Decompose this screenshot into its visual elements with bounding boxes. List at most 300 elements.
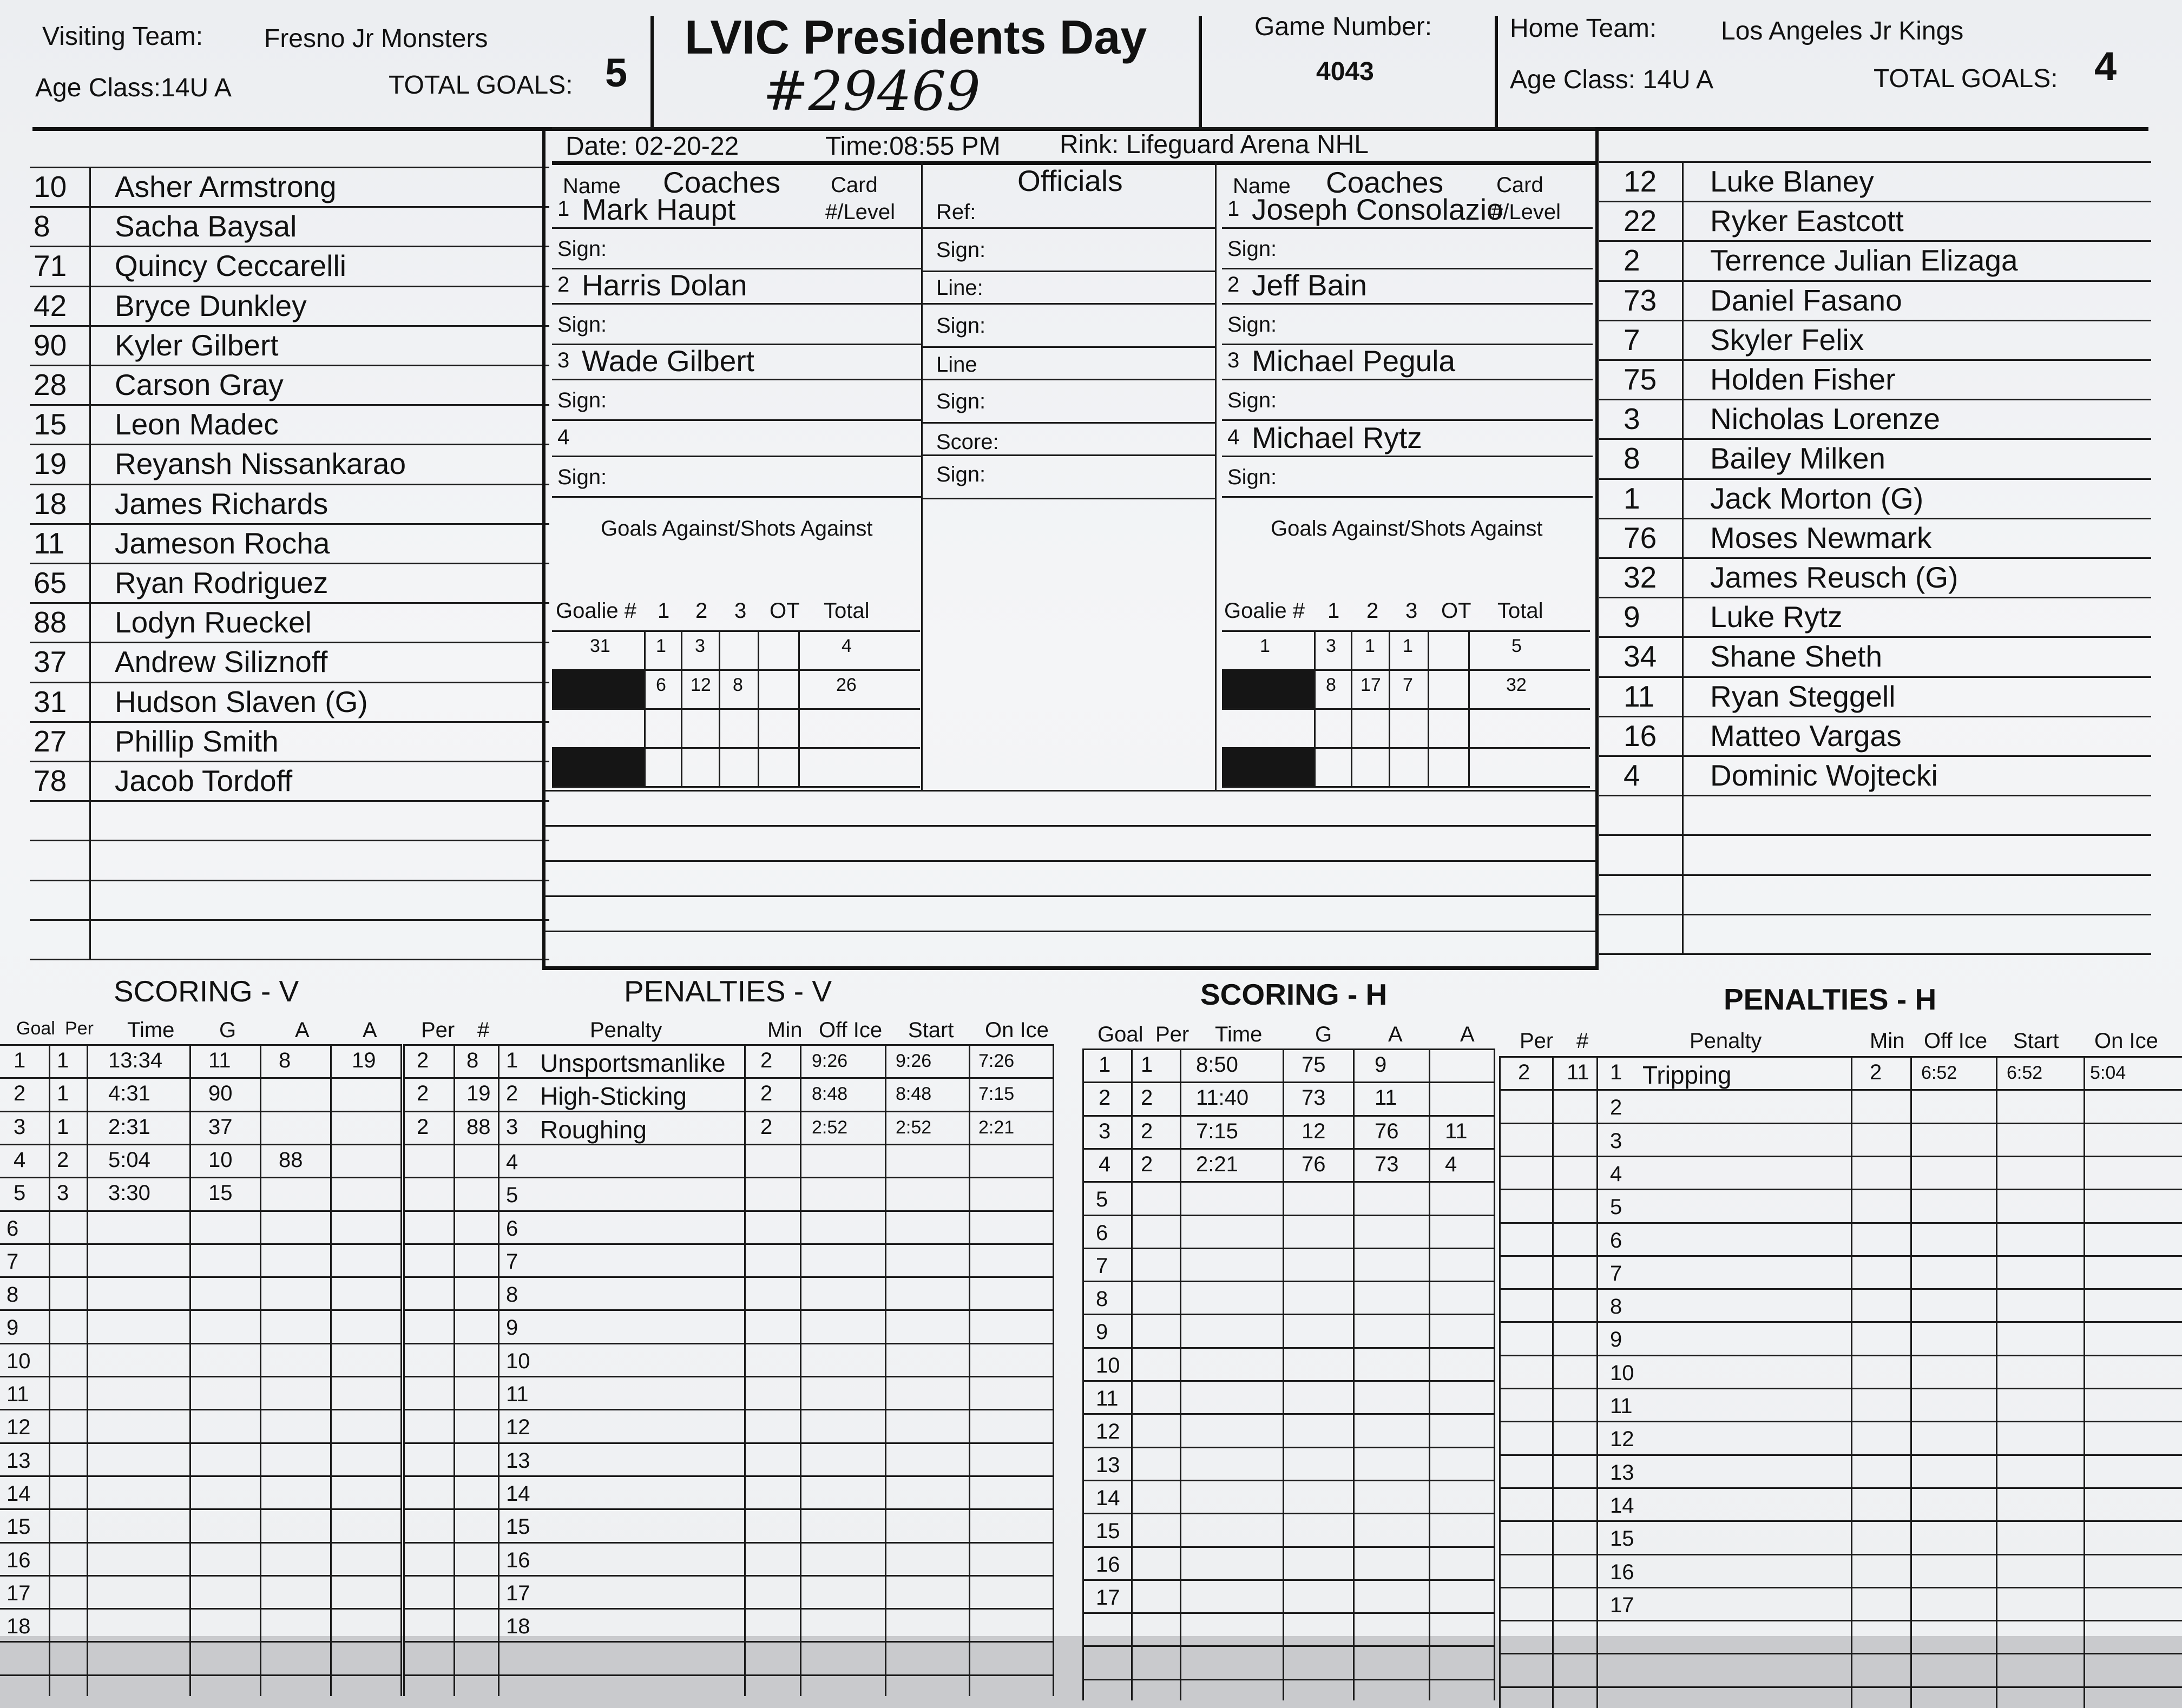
penalty-name: Unsportsmanlike: [540, 1049, 726, 1077]
table-row-line: [0, 1243, 400, 1245]
roster-row-line: [30, 444, 549, 445]
player-name: Shane Sheth: [1710, 639, 1883, 674]
assist-2: 11: [1445, 1119, 1468, 1143]
row-number: 13: [1610, 1460, 1634, 1485]
table-row-line: [403, 1542, 1053, 1544]
table-row-line: [403, 1575, 1053, 1577]
table-row-line: [1499, 1587, 2182, 1588]
home-team-name: Los Angeles Jr Kings: [1721, 17, 1964, 45]
penalty-period: 2: [417, 1048, 429, 1072]
penalty-minutes: 2: [760, 1048, 773, 1072]
penalty-col-header: #: [477, 1018, 490, 1042]
table-col-line: [1353, 1048, 1355, 1700]
penalty-col-header: Off Ice: [819, 1018, 883, 1042]
game-time: Time:08:55 PM: [825, 132, 1001, 161]
table-row-line: [1499, 1487, 2182, 1489]
penalty-on-ice: 7:26: [978, 1051, 1015, 1071]
table-col-line: [1596, 1056, 1598, 1708]
blacked-cell: [552, 669, 644, 708]
official-sign-label: Sign:: [936, 238, 986, 262]
table-col-line: [1499, 1056, 1501, 1708]
table-row-line: [1082, 1513, 1494, 1514]
table-row-line: [0, 1376, 400, 1377]
penalties-v-title: PENALTIES - V: [624, 974, 832, 1008]
table-row-line: [1499, 1288, 2182, 1290]
table-col-line: [800, 1044, 801, 1696]
player-name: Andrew Siliznoff: [115, 645, 328, 679]
roster-row-line: [30, 919, 549, 921]
row-number: 13: [506, 1448, 530, 1473]
scoring-col-header: Goal: [1097, 1023, 1143, 1046]
player-number: 8: [1624, 441, 1640, 476]
visiting-total-goals-label: TOTAL GOALS:: [389, 71, 573, 100]
table-row-line: [1499, 1554, 2182, 1555]
goalie-col-line: [681, 630, 682, 786]
coach-sign-label: Sign:: [1227, 388, 1277, 412]
goalie-col-line: [1468, 630, 1470, 786]
assist-1: 11: [1375, 1086, 1397, 1110]
officials-heading: Officials: [1017, 164, 1123, 197]
coach-name-label: Name: [563, 174, 621, 198]
table-col-line: [1429, 1048, 1430, 1700]
table-row-line: [1499, 1255, 2182, 1257]
period: 1: [1141, 1053, 1153, 1077]
row-number: 9: [6, 1316, 19, 1340]
table-row-line: [1082, 1115, 1494, 1117]
penalty-start: 9:26: [896, 1051, 932, 1071]
scoring-h-title: SCORING - H: [1200, 978, 1388, 1011]
player-number: 7: [1624, 322, 1640, 357]
row-number: 7: [1096, 1254, 1108, 1278]
table-row-line: [1499, 1388, 2182, 1389]
goalie-col-header: OT: [1441, 599, 1471, 623]
goal-number: 5: [14, 1181, 26, 1205]
penalty-col-header: Penalty: [1690, 1029, 1762, 1053]
row-number: 18: [6, 1614, 31, 1639]
penalty-name: Roughing: [540, 1115, 647, 1144]
table-col-line: [1131, 1048, 1133, 1700]
penalty-col-header: #: [1576, 1029, 1589, 1053]
goal-time: 2:21: [1196, 1152, 1238, 1176]
table-row-line: [1499, 1421, 2182, 1422]
table-col-line: [1180, 1048, 1181, 1700]
center-col-divider: [921, 162, 923, 790]
table-col-line: [87, 1044, 88, 1696]
penalty-col-header: Min: [767, 1018, 803, 1042]
table-row-line: [403, 1674, 1053, 1676]
player-number: 27: [34, 724, 67, 758]
player-name: Luke Rytz: [1710, 600, 1843, 634]
goal-scorer: 10: [208, 1148, 233, 1172]
player-name: Skyler Felix: [1710, 322, 1864, 357]
player-number: 2: [1624, 243, 1640, 278]
roster-row-line: [30, 206, 549, 208]
goalie-col-header: Goalie #: [556, 599, 636, 623]
goalie-col-header: Total: [1497, 599, 1543, 623]
penalty-col-header: On Ice: [985, 1018, 1049, 1042]
scoring-v-title: SCORING - V: [114, 974, 299, 1008]
table-row-line: [403, 1343, 1053, 1344]
row-number: 17: [506, 1581, 530, 1605]
goal-scorer: 90: [208, 1081, 233, 1106]
row-number: 17: [1096, 1585, 1120, 1610]
player-name: Phillip Smith: [115, 724, 279, 758]
row-number: 4: [1610, 1162, 1622, 1186]
player-number: 9: [1624, 600, 1640, 634]
roster-row-line: [30, 800, 549, 802]
row-number: 6: [506, 1216, 518, 1241]
shots-p1: 6: [656, 675, 666, 695]
shots-p2: 17: [1361, 675, 1381, 695]
coach-line: [552, 379, 923, 380]
roster-row-line: [1599, 478, 2151, 480]
period: 1: [57, 1115, 69, 1139]
player-number: 11: [1624, 679, 1655, 713]
official-line: [923, 379, 1215, 380]
row-number: 7: [1610, 1261, 1622, 1285]
table-col-line: [885, 1044, 886, 1696]
visiting-total-goals: 5: [605, 50, 628, 95]
row-number: 10: [1610, 1361, 1634, 1385]
player-name: Ryan Rodriguez: [115, 566, 328, 599]
roster-row-line: [30, 404, 549, 406]
level-label: #/Level: [1491, 200, 1561, 224]
center-frame-left: [542, 127, 546, 968]
table-row-line: [403, 1508, 1053, 1510]
table-row-line: [403, 1641, 1053, 1643]
player-number: 37: [34, 645, 67, 679]
coach-sign-line: [1222, 496, 1593, 498]
player-name: James Reusch (G): [1710, 560, 1958, 594]
goal-time: 5:04: [108, 1148, 150, 1172]
table-row-line: [403, 1210, 1053, 1212]
player-number: 75: [1624, 362, 1657, 396]
coach-name: Joseph Consolazio: [1252, 193, 1503, 226]
table-row-line: [403, 1177, 1053, 1178]
goal-number: 4: [1099, 1152, 1111, 1176]
home-team-label: Home Team:: [1510, 14, 1657, 43]
center-blank-line: [544, 931, 1596, 932]
roster-row-line: [30, 523, 549, 525]
penalty-on-ice: 7:15: [978, 1084, 1015, 1105]
player-name: Quincy Ceccarelli: [115, 249, 346, 283]
player-number: 11: [34, 526, 65, 560]
coach-sign-line: [552, 496, 923, 498]
player-number: 10: [34, 170, 67, 203]
official-line: [923, 271, 1215, 272]
table-row-line: [0, 1475, 400, 1477]
penalty-start: 2:52: [896, 1117, 932, 1138]
coach-sign-label: Sign:: [557, 388, 607, 412]
player-name: Jacob Tordoff: [115, 764, 293, 797]
goal-number: 3: [1099, 1119, 1111, 1143]
player-name: Jack Morton (G): [1710, 481, 1924, 515]
roster-row-line: [1599, 874, 2151, 876]
row-number: 7: [506, 1249, 518, 1274]
row-number: 6: [1096, 1221, 1108, 1245]
table-row-line: [403, 1144, 1053, 1145]
table-row-line: [0, 1542, 400, 1544]
official-sign-label: Sign:: [936, 463, 986, 486]
player-number: 3: [1624, 402, 1640, 436]
table-row-line: [403, 1243, 1053, 1245]
table-row-line: [1082, 1579, 1494, 1581]
goal-time: 11:40: [1196, 1086, 1249, 1110]
player-number: 15: [34, 407, 67, 441]
player-name: Carson Gray: [115, 368, 284, 401]
roster-row-line: [1599, 597, 2151, 598]
player-name: Bryce Dunkley: [115, 288, 307, 322]
official-role-label: Line: [936, 353, 977, 377]
player-number: 4: [1624, 759, 1640, 792]
rink-name: Rink: Lifeguard Arena NHL: [1060, 130, 1369, 159]
player-name: Leon Madec: [115, 407, 279, 441]
row-number: 14: [506, 1481, 530, 1506]
coach-line: [1222, 227, 1593, 229]
roster-row-line: [30, 286, 549, 287]
table-row-line: [1082, 1380, 1494, 1382]
table-row-line: [1082, 1546, 1494, 1548]
scoring-col-header: G: [1315, 1023, 1332, 1046]
coach-sign-label: Sign:: [557, 313, 607, 337]
player-name: Terrence Julian Elizaga: [1710, 243, 2018, 278]
center-top-line: [552, 127, 1595, 129]
row-number: 10: [6, 1349, 31, 1373]
blacked-cell: [1222, 669, 1314, 708]
row-number: 16: [506, 1548, 530, 1572]
player-number: 22: [1624, 204, 1657, 238]
table-row-line: [1082, 1612, 1494, 1614]
row-number: 18: [506, 1614, 530, 1639]
roster-row-line: [30, 602, 549, 604]
goalie-col-line: [1389, 630, 1390, 786]
player-name: Moses Newmark: [1710, 520, 1932, 555]
coach-index: 2: [1227, 273, 1240, 296]
penalty-off-ice: 2:52: [812, 1117, 848, 1138]
table-row-line: [0, 1343, 400, 1344]
page-title: LVIC Presidents Day: [685, 10, 1147, 64]
player-number: 71: [34, 249, 67, 283]
assist-1: 8: [279, 1048, 291, 1072]
table-row-line: [1499, 1222, 2182, 1224]
handwritten-game-id: #29469: [763, 60, 981, 123]
assist-1: 76: [1375, 1119, 1399, 1143]
penalty-col-header: Min: [1870, 1029, 1905, 1053]
coach-index: 1: [557, 197, 570, 221]
player-name: Daniel Fasano: [1710, 283, 1902, 317]
official-line: [923, 454, 1215, 456]
table-row-line: [1082, 1480, 1494, 1481]
game-number: 4043: [1316, 57, 1374, 86]
roster-row-line: [30, 880, 549, 881]
penalty-player: 88: [466, 1115, 491, 1139]
table-row-line: [1082, 1347, 1494, 1349]
home-total-goals: 4: [2094, 44, 2117, 89]
goalie-row-line: [1222, 630, 1590, 632]
player-name: Dominic Wojtecki: [1710, 759, 1938, 792]
period: 2: [1141, 1152, 1153, 1176]
goal-number: 3: [14, 1115, 26, 1139]
goals-p1: 3: [1326, 636, 1336, 656]
goalie-row-line: [552, 708, 920, 710]
row-number: 8: [506, 1283, 518, 1307]
coach-line: [1222, 456, 1593, 457]
table-row-line: [1499, 1189, 2182, 1190]
table-col-line: [1494, 1048, 1495, 1700]
assist-1: 88: [279, 1148, 303, 1172]
goalie-col-header: Goalie #: [1224, 599, 1305, 623]
table-col-line: [744, 1044, 746, 1696]
roster-row-line: [30, 959, 549, 960]
roster-row-line: [1599, 834, 2151, 836]
player-number: 8: [34, 209, 50, 243]
penalty-start: 8:48: [896, 1084, 932, 1105]
row-number: 11: [506, 1382, 529, 1406]
table-row-line: [1499, 1454, 2182, 1456]
row-number: 3: [1610, 1129, 1622, 1153]
official-role-label: Ref:: [936, 200, 976, 224]
roster-top-line: [30, 167, 549, 168]
period: 1: [57, 1081, 69, 1106]
row-number: 11: [1096, 1387, 1119, 1410]
goalie-col-header: Total: [824, 599, 870, 623]
goal-time: 7:15: [1196, 1119, 1238, 1143]
row-number: 10: [1096, 1353, 1120, 1377]
goal-scorer: 15: [208, 1181, 233, 1205]
goalie-col-header: OT: [770, 599, 800, 623]
table-row-line: [1082, 1413, 1494, 1415]
table-col-line: [2084, 1056, 2085, 1708]
row-number: 9: [1610, 1328, 1622, 1352]
coach-sign-label: Sign:: [1227, 313, 1277, 337]
shots-p3: 7: [1403, 675, 1413, 695]
coach-name: Harris Dolan: [582, 268, 747, 302]
table-row-line: [403, 1409, 1053, 1410]
table-col-line: [403, 1044, 405, 1696]
row-number: 10: [506, 1349, 530, 1373]
row-number: 15: [1610, 1527, 1634, 1551]
official-sign-label: Sign:: [936, 390, 986, 413]
roster-row-line: [1599, 716, 2151, 717]
home-age-class: Age Class: 14U A: [1510, 65, 1714, 94]
goalie-col-line: [1428, 630, 1429, 786]
coach-sign-label: Sign:: [557, 465, 607, 489]
roster-row-line: [1599, 518, 2151, 519]
player-name: Ryan Steggell: [1710, 679, 1896, 713]
official-role-label: Score:: [936, 430, 999, 454]
official-line: [923, 303, 1215, 305]
table-row-line: [1082, 1281, 1494, 1282]
table-row-line: [1082, 1314, 1494, 1315]
goalie-col-line: [644, 630, 646, 786]
table-row-line: [403, 1376, 1053, 1377]
player-name: Asher Armstrong: [115, 170, 337, 203]
player-name: Jameson Rocha: [115, 526, 330, 560]
official-line: [923, 498, 1215, 499]
row-number: 16: [1610, 1560, 1634, 1584]
player-name: Sacha Baysal: [115, 209, 297, 243]
penalty-index: 1: [506, 1048, 518, 1072]
period: 1: [57, 1048, 69, 1072]
player-name: Holden Fisher: [1710, 362, 1896, 396]
table-row-line: [1082, 1679, 1494, 1680]
roster-row-line: [30, 840, 549, 841]
goalie-col-line: [1351, 630, 1352, 786]
scoring-col-header: A: [1460, 1023, 1475, 1046]
table-row-line: [1082, 1181, 1494, 1183]
table-row-line: [0, 1608, 400, 1610]
row-number: 14: [1096, 1486, 1120, 1510]
penalty-col-header: Start: [908, 1018, 954, 1042]
coach-sign-line: [552, 419, 923, 421]
goal-number: 2: [14, 1081, 26, 1106]
assist-1: 73: [1375, 1152, 1399, 1176]
penalty-name: Tripping: [1642, 1061, 1732, 1089]
table-col-line: [260, 1044, 261, 1696]
coach-name: Jeff Bain: [1252, 268, 1368, 302]
visiting-team-name: Fresno Jr Monsters: [264, 24, 488, 53]
penalty-index: 3: [506, 1115, 518, 1139]
table-row-line: [1082, 1148, 1494, 1150]
table-row-line: [1499, 1056, 2182, 1058]
penalty-col-header: On Ice: [2094, 1029, 2158, 1053]
player-number: 12: [1624, 164, 1657, 198]
player-name: Nicholas Lorenze: [1710, 402, 1940, 436]
row-number: 15: [506, 1515, 530, 1539]
table-row-line: [1499, 1520, 2182, 1522]
coach-name: Mark Haupt: [582, 193, 736, 226]
coaches-heading: Coaches: [663, 166, 781, 199]
table-col-line: [1996, 1056, 1997, 1708]
goal-time: 3:30: [108, 1181, 150, 1205]
card-label: Card: [1496, 173, 1543, 197]
table-row-line: [0, 1044, 400, 1046]
player-number: 1: [1624, 481, 1640, 515]
row-number: 16: [6, 1548, 31, 1572]
row-number: 5: [1096, 1188, 1108, 1212]
shots-total: 32: [1506, 675, 1527, 695]
row-number: 5: [506, 1183, 518, 1208]
roster-row-line: [1599, 240, 2151, 242]
player-name: Luke Blaney: [1710, 164, 1874, 198]
official-role-label: Line:: [936, 276, 983, 300]
goalie-col-header: 3: [1405, 599, 1418, 623]
table-col-line: [330, 1044, 332, 1696]
table-row-line: [1499, 1156, 2182, 1157]
row-number: 12: [506, 1415, 530, 1440]
roster-row-line: [30, 365, 549, 366]
penalty-off-ice: 8:48: [812, 1084, 848, 1105]
coach-index: 4: [557, 425, 570, 449]
roster-row-line: [1599, 320, 2151, 321]
table-row-line: [1499, 1653, 2182, 1654]
shots-p3: 8: [733, 675, 743, 695]
player-name: Hudson Slaven (G): [115, 684, 368, 718]
coach-line: [552, 456, 923, 457]
blacked-cell: [552, 747, 644, 786]
roster-row-line: [30, 563, 549, 564]
roster-row-line: [30, 325, 549, 327]
table-row-line: [0, 1442, 400, 1444]
coach-sign-label: Sign:: [1227, 237, 1277, 261]
player-name: Ryker Eastcott: [1710, 204, 1904, 238]
row-number: 12: [1096, 1420, 1120, 1444]
table-row-line: [0, 1144, 400, 1145]
table-col-line: [400, 1044, 402, 1696]
table-row-line: [1499, 1686, 2182, 1688]
coach-name-label: Name: [1233, 174, 1291, 198]
penalty-period: 2: [417, 1081, 429, 1106]
